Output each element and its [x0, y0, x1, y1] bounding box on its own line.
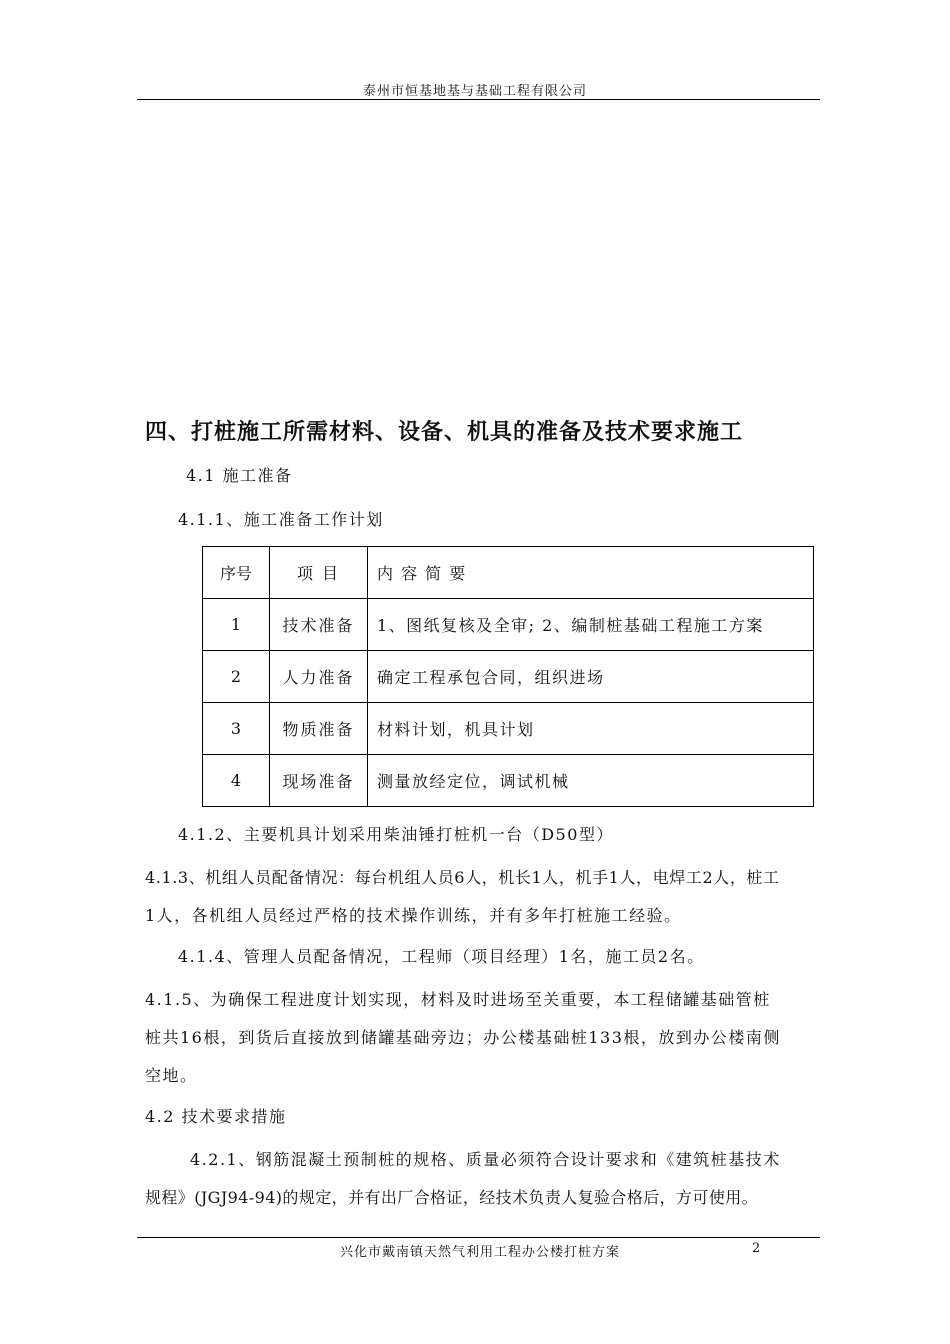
table-cell-content: 测量放经定位，调试机械: [368, 755, 814, 807]
paragraph-4-2-1-line-1: 4.2.1、钢筋混凝土预制桩的规格、质量必须符合设计要求和《建筑桩基技术: [190, 1150, 781, 1169]
table-cell-index: 2: [203, 651, 270, 703]
paragraph-4-1-2: 4.1.2、主要机具计划采用柴油锤打桩机一台（D50型）: [178, 825, 614, 844]
table-cell-index: 1: [203, 599, 270, 651]
paragraph-4-1-5-line-3: 空地。: [145, 1066, 198, 1085]
table-cell-index: 4: [203, 755, 270, 807]
paragraph-4-1-5-line-1: 4.1.5、为确保工程进度计划实现，材料及时进场至关重要，本工程储罐基础管桩: [145, 990, 771, 1009]
subsection-4-1-1: 4.1.1、施工准备工作计划: [178, 510, 384, 529]
table-cell-item: 物质准备: [270, 703, 368, 755]
footer-title: 兴化市戴南镇天然气利用工程办公楼打桩方案: [340, 1245, 621, 1260]
header-divider: [137, 99, 820, 100]
table-row: [203, 755, 814, 807]
table-cell-item: 现场准备: [270, 755, 368, 807]
table-cell-content: 确定工程承包合同，组织进场: [368, 651, 814, 703]
work-plan-table: [202, 546, 814, 807]
table-row: [203, 599, 814, 651]
header-cell-index: 序号: [203, 547, 270, 599]
paragraph-4-1-5-line-2: 桩共16根，到货后直接放到储罐基础旁边；办公楼基础桩133根，放到办公楼南侧: [145, 1028, 781, 1047]
table-cell-index: 3: [203, 703, 270, 755]
table-cell-item: 人力准备: [270, 651, 368, 703]
table-cell-content: 1、图纸复核及全审; 2、编制桩基础工程施工方案: [368, 599, 814, 651]
table-cell-item: 技术准备: [270, 599, 368, 651]
table-row: [203, 651, 814, 703]
section-title: 四、打桩施工所需材料、设备、机具的准备及技术要求施工: [145, 419, 744, 445]
table-row: [203, 703, 814, 755]
paragraph-4-2-1-line-2: 规程》(JGJ94-94)的规定，并有出厂合格证，经技术负责人复验合格后，方可使用。: [145, 1188, 759, 1207]
header-company: 泰州市恒基地基与基础工程有限公司: [362, 84, 587, 99]
paragraph-4-1-3-line-2: 1人，各机组人员经过严格的技术操作训练，并有多年打桩施工经验。: [145, 906, 682, 925]
footer-divider: [137, 1237, 820, 1238]
subsection-4-1: 4.1 施工准备: [186, 466, 293, 485]
table-cell-content: 材料计划，机具计划: [368, 703, 814, 755]
paragraph-4-1-4: 4.1.4、管理人员配备情况，工程师（项目经理）1名，施工员2名。: [178, 947, 705, 966]
paragraph-4-1-3-line-1: 4.1.3、机组人员配备情况：每台机组人员6人，机长1人，机手1人，电焊工2人，桩工: [145, 868, 780, 887]
header-cell-item: 项 目: [270, 547, 368, 599]
page-number: 2: [752, 1241, 761, 1256]
table-header-row: [203, 547, 814, 599]
header-cell-content: 内 容 简 要: [368, 547, 814, 599]
subsection-4-2: 4.2 技术要求措施: [145, 1107, 287, 1126]
